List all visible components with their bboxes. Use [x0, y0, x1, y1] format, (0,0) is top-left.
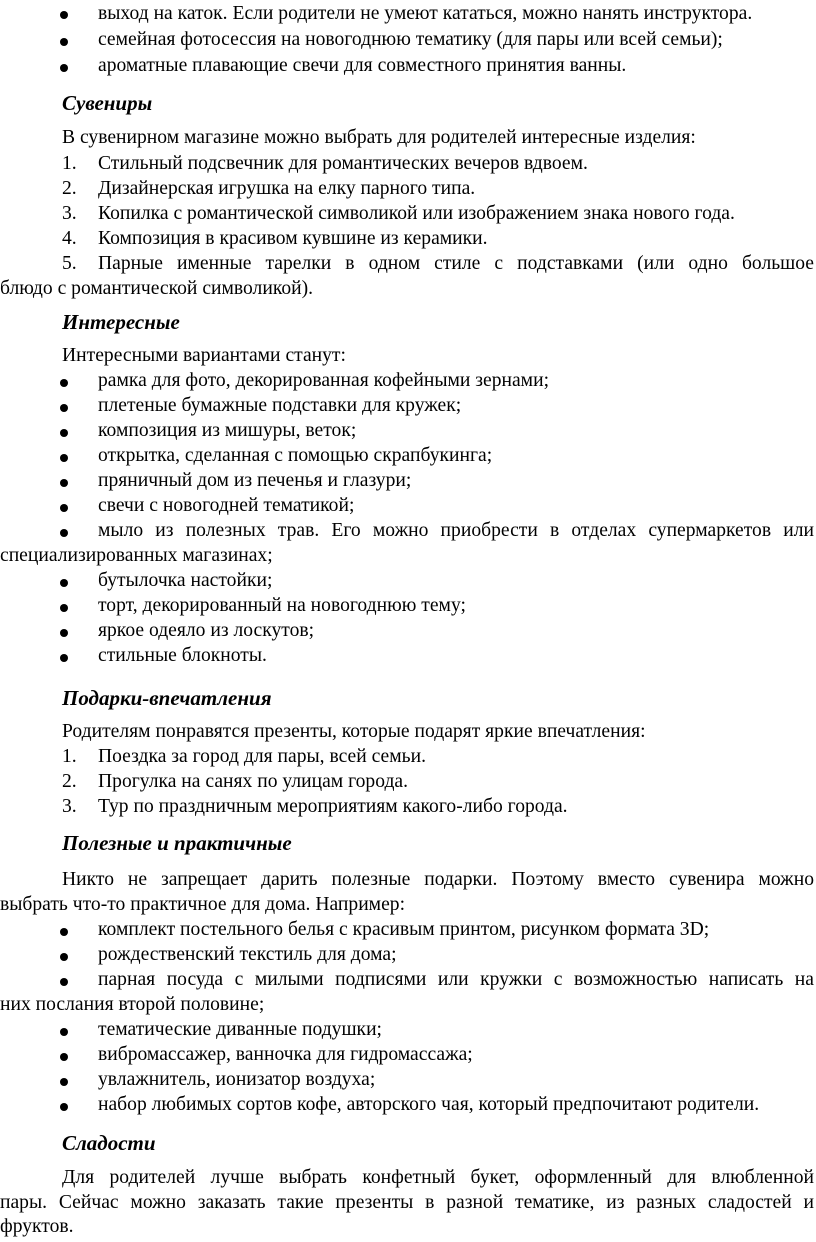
list-number: 2. [62, 178, 77, 199]
bullet-icon [59, 378, 69, 388]
list-number: 1. [62, 746, 77, 767]
list-item: увлажнитель, ионизатор воздуха; [98, 1069, 376, 1090]
paragraph: Никто не запрещает дарить полезные подарки. Поэтому вместо сувенира можно [62, 869, 814, 890]
list-item: Тур по праздничным мероприятиям какого-либо города. [98, 796, 568, 817]
bullet-icon [59, 37, 69, 47]
list-item: композиция из мишуры, веток; [98, 420, 357, 441]
list-item: ароматные плавающие свечи для совместного принятия ванны. [98, 55, 627, 76]
section-heading-interesting: Интересные [62, 310, 180, 334]
list-item: Дизайнерская игрушка на елку парного типа. [98, 178, 476, 199]
paragraph-continuation: пары. Сейчас можно заказать такие презенты в разной тематике, из разных сладостей и [0, 1192, 814, 1213]
list-number: 3. [62, 796, 77, 817]
bullet-icon [59, 578, 69, 588]
list-item: мыло из полезных трав. Его можно приобрести в отделах супермаркетов или [98, 520, 814, 541]
list-item: Композиция в красивом кувшине из керамики. [98, 228, 488, 249]
list-number: 2. [62, 771, 77, 792]
paragraph: Для родителей лучше выбрать конфетный букет, оформленный для влюбленной [62, 1167, 814, 1188]
list-item: торт, декорированный на новогоднюю тему; [98, 595, 466, 616]
list-number: 5. [62, 253, 77, 274]
list-item: выход на каток. Если родители не умеют кататься, можно нанять инструктора. [98, 3, 753, 24]
bullet-icon [59, 653, 69, 663]
section-heading-souvenirs: Сувениры [62, 91, 153, 115]
paragraph: Интересными вариантами станут: [62, 345, 346, 366]
list-item: комплект постельного белья с красивым принтом, рисунком формата 3D; [98, 919, 710, 940]
list-item: Прогулка на санях по улицам города. [98, 771, 409, 792]
bullet-icon [59, 478, 69, 488]
bullet-icon [59, 428, 69, 438]
bullet-icon [59, 403, 69, 413]
list-item: стильные блокноты. [98, 645, 267, 666]
bullet-icon [59, 1052, 69, 1062]
paragraph-continuation: выбрать что-то практичное для дома. Например: [0, 894, 406, 915]
list-item: бутылочка настойки; [98, 570, 273, 591]
section-heading-practical: Полезные и практичные [62, 831, 292, 855]
bullet-icon [59, 1077, 69, 1087]
bullet-icon [59, 1102, 69, 1112]
bullet-icon [59, 528, 69, 538]
list-item: набор любимых сортов кофе, авторского чая, который предпочитают родители. [98, 1094, 760, 1115]
bullet-icon [59, 453, 69, 463]
bullet-icon [59, 927, 69, 937]
list-item-continuation: блюдо с романтической символикой). [0, 278, 314, 299]
list-item: Поездка за город для пары, всей семьи. [98, 746, 426, 767]
bullet-icon [59, 503, 69, 513]
list-item: тематические диванные подушки; [98, 1019, 382, 1040]
list-item: рождественский текстиль для дома; [98, 944, 397, 965]
list-number: 1. [62, 153, 77, 174]
list-item-continuation: них послания второй половине; [0, 994, 265, 1015]
list-number: 3. [62, 203, 77, 224]
list-item: Стильный подсвечник для романтических вечеров вдвоем. [98, 153, 588, 174]
section-heading-sweets: Сладости [62, 1131, 156, 1155]
bullet-icon [59, 628, 69, 638]
list-item: пряничный дом из печенья и глазури; [98, 470, 412, 491]
section-heading-impressions: Подарки-впечатления [62, 686, 272, 710]
bullet-icon [59, 1027, 69, 1037]
list-item: вибромассажер, ванночка для гидромассажа; [98, 1044, 473, 1065]
list-item: свечи с новогодней тематикой; [98, 495, 355, 516]
bullet-icon [59, 977, 69, 987]
list-item: открытка, сделанная с помощью скрапбукинга; [98, 445, 493, 466]
list-item: парная посуда с милыми подписями или кружки с возможностью написать на [98, 969, 814, 990]
bullet-icon [59, 63, 69, 73]
list-item: плетеные бумажные подставки для кружек; [98, 395, 462, 416]
bullet-icon [59, 10, 69, 20]
paragraph: Родителям понравятся презенты, которые подарят яркие впечатления: [62, 721, 646, 742]
list-item: Парные именные тарелки в одном стиле с подставками (или одно большое [98, 253, 814, 274]
bullet-icon [59, 603, 69, 613]
list-item: Копилка с романтической символикой или изображением знака нового года. [98, 203, 735, 224]
list-item: яркое одеяло из лоскутов; [98, 620, 315, 641]
list-number: 4. [62, 228, 77, 249]
paragraph-continuation: фруктов. [0, 1216, 74, 1237]
bullet-icon [59, 952, 69, 962]
paragraph: В сувенирном магазине можно выбрать для родителей интересные изделия: [62, 127, 696, 148]
list-item: рамка для фото, декорированная кофейными зернами; [98, 370, 550, 391]
list-item-continuation: специализированных магазинах; [0, 545, 273, 566]
list-item: семейная фотосессия на новогоднюю тематику (для пары или всей семьи); [98, 29, 723, 50]
